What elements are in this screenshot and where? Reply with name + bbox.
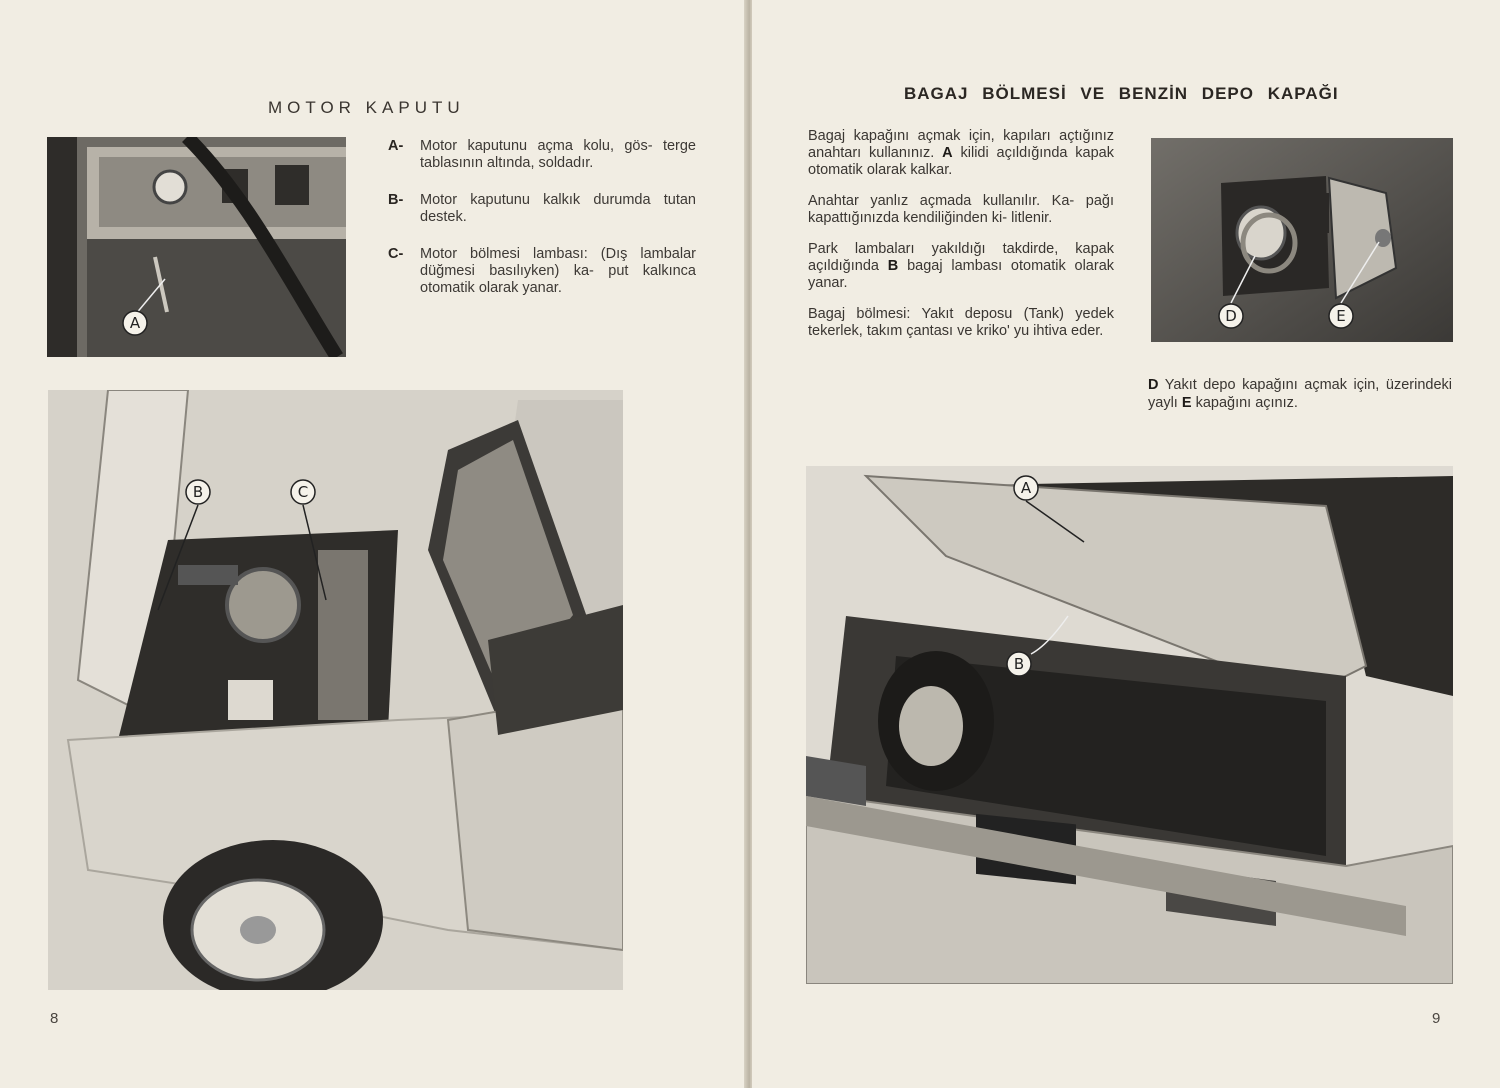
p1-bold-a: A [942,145,953,161]
p1-text-before: Bagaj kapağını açmak için, kapıları açtığınız anahtarı kullanınız. [808,128,1114,161]
caption-bold-e: E [1181,395,1192,411]
list-text-c: Motor bölmesi lambası: (Dış lambalar düğmesi basılıyken) ka- put kalkınca otomatik olarak yanar. [420,246,696,296]
callout-c-engine: C [297,483,309,501]
dashboard-photo [47,137,346,357]
list-item-b [388,192,696,226]
page-number-left: 8 [50,1010,59,1027]
p1-text-after: kilidi açıldığında kapak otomatik olarak kalkar. [808,145,1114,178]
callout-a-dashboard: A [129,314,141,332]
list-item-c [388,246,696,297]
p3-bold-b: B [887,258,899,274]
callout-b-trunk: B [1013,655,1025,673]
paragraph-trunk-opening [808,128,1114,179]
p3-text-after: bagaj lambası otomatik olarak yanar. [808,258,1115,291]
paragraph-trunk-contents: Bagaj bölmesi: Yakıt deposu (Tank) yedek tekerlek, takım çantası ve kriko' yu ihtiva eder. [808,306,1114,339]
engine-bay-photo [48,390,623,990]
trunk-photo [806,466,1453,984]
left-page-title: MOTOR KAPUTU [268,98,465,117]
right-page-title: BAGAJ BÖLMESİ VE BENZİN DEPO KAPAĞI [904,84,1339,103]
caption-text-mid: Yakıt depo kapağını açmak için, üzerindeki yaylı [1148,377,1452,411]
callout-d-fuel: D [1225,307,1237,325]
callout-a-trunk: A [1020,479,1032,497]
paragraph-key-usage: Anahtar yanlız açmada kullanılır. Ka- pağı kapattığınızda kendiliğinden ki- litlenir. [808,193,1114,226]
callout-b-engine: B [192,483,204,501]
fuel-cap-caption [1148,376,1452,412]
list-item-a [388,138,696,172]
fuel-cap-photo [1151,138,1453,342]
list-key-b: B- [388,192,404,208]
hood-parts-list [388,138,696,317]
list-text-a: Motor kaputunu açma kolu, gös- terge tablasının altında, soldadır. [420,138,696,171]
caption-bold-d: D [1148,377,1159,393]
p3-text-before: Park lambaları yakıldığı takdirde, kapak açıldığında [808,241,1114,274]
list-key-a: A- [388,138,404,154]
list-key-c: C- [388,246,404,262]
page-number-right: 9 [1432,1010,1441,1027]
list-text-b: Motor kaputunu kalkık durumda tutan destek. [420,192,696,225]
left-page [0,0,748,1088]
trunk-text-column [808,128,1114,354]
caption-text-end: kapağını açınız. [1195,395,1298,411]
paragraph-trunk-lamp [808,241,1114,292]
callout-e-fuel: E [1336,307,1346,325]
